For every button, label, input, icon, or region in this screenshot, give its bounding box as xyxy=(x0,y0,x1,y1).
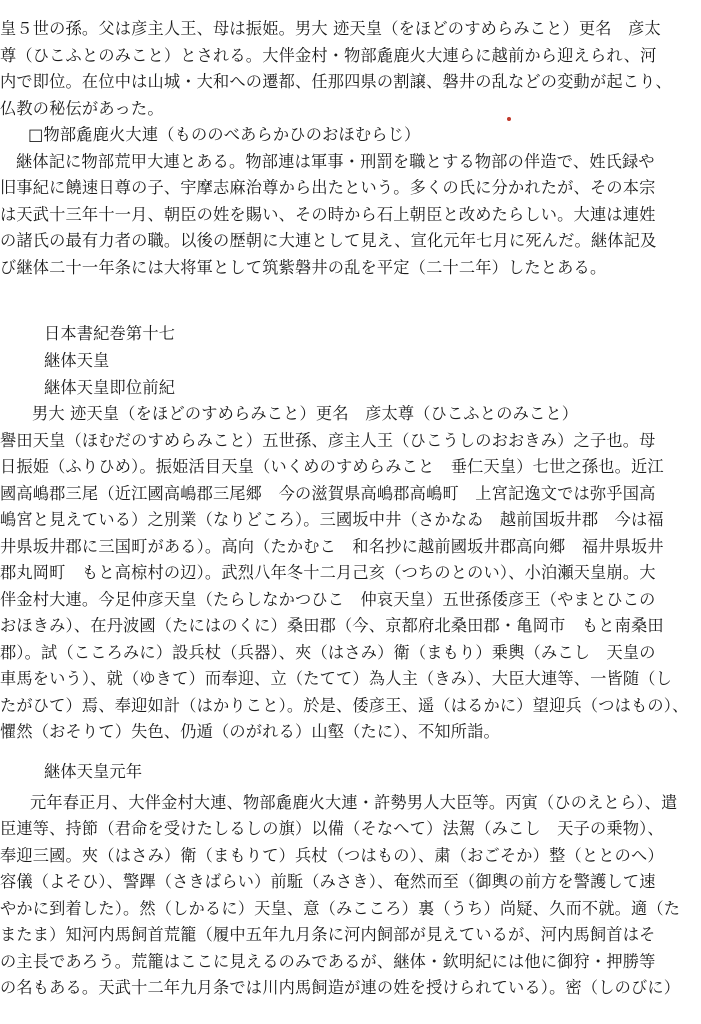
text-line: び継体二十一年条には大将軍として筑紫磐井の乱を平定（二十二年）したとある。 xyxy=(0,258,607,277)
text-line: 郡丸岡町 もと高椋村の辺）。武烈八年冬十二月己亥（つちのとのい）、小泊瀬天皇崩。大 xyxy=(0,563,656,582)
text-line: たがひて）焉、奉迎如計（はかりこと）。於是、倭彦王、遥（はるかに）望迎兵（つはもの）、 xyxy=(0,696,689,715)
text-line: 懼然（おそりて）失色、仍遁（のがれる）山壑（たに）、不知所詣。 xyxy=(0,722,500,741)
chapter-title: 継体天皇即位前紀 xyxy=(44,378,176,397)
text-line: 伴金村大連。今足仲彦天皇（たらしなかつひこ 仲哀天皇）五世孫倭彦王（やまとひこの xyxy=(0,590,656,609)
year-heading: 継体天皇元年 xyxy=(44,762,143,781)
text-line: 内で即位。在位中は山城・大和への遷都、任那四県の割譲、磐井の乱などの変動が起こり、 xyxy=(0,72,672,91)
text-line: 仏教の秘伝があった。 xyxy=(0,99,164,118)
text-line: は天武十三年十一月、朝臣の姓を賜い、その時から石上朝臣と改めたらしい。大連は連姓 xyxy=(0,205,656,224)
text-line: おほきみ）、在丹波國（たにはのくに）桑田郡（今、京都府北桑田郡・亀岡市 もと南桑田 xyxy=(0,616,664,635)
text-line: 元年春正月、大伴金村大連、物部麁鹿火大連・許勢男人大臣等。丙寅（ひのえとら）、遣 xyxy=(30,793,678,812)
text-line: またま）知河内馬飼首荒籠（履中五年九月条に河内飼部が見えているが、河内馬飼首はそ xyxy=(0,925,656,944)
text-line: 容儀（よそひ）、警蹕（さきばらい）前駈（みさき）、奄然而至（御輿の前方を警護して速 xyxy=(0,872,656,891)
book-title: 日本書紀巻第十七 xyxy=(44,324,176,343)
text-line: 井県坂井郡に三国町がある）。高向（たかむこ 和名抄に越前國坂井郡高向郷 福井県坂井 xyxy=(0,537,664,556)
text-line: 臣連等、持節（君命を受けたしるしの旗）以備（そなへて）法駕（みこし 天子の乗物）、 xyxy=(0,819,664,838)
section-heading: □物部麁鹿火大連（もののべあらかひのおほむらじ） xyxy=(28,125,421,144)
text-line: 譽田天皇（ほむだのすめらみこと）五世孫、彦主人王（ひこうしのおおきみ）之子也。母 xyxy=(0,431,656,450)
text-line: 嶋宮と見えている）之別業（なりどころ）。三國坂中井（さかなゐ 越前国坂井郡 今は福 xyxy=(0,510,664,529)
text-line: 國高嶋郡三尾（近江國高嶋郡三尾郷 今の滋賀県高嶋郡高嶋町 上宮記逸文では弥乎国高 xyxy=(0,484,656,503)
text-line: 継体記に物部荒甲大連とある。物部連は軍事・刑罰を職とする物部の伴造で、姓氏録や xyxy=(16,152,655,171)
text-line: 車馬をいう）、就（ゆきて）而奉迎、立（たてて）為人主（きみ）、大臣大連等、一皆随（し xyxy=(0,669,673,688)
text-line: 旧事紀に饒速日尊の子、宇摩志麻治尊から出たという。多くの氏に分かれたが、その本宗 xyxy=(0,178,656,197)
text-line: 奉迎三國。夾（はさみ）衛（まもりて）兵杖（つはもの）、粛（おごそか）整（ととのへ） xyxy=(0,846,664,865)
text-line: の名もある。天武十二年九月条では川内馬飼造が連の姓を授けられている）。密（しのびに） xyxy=(0,978,681,997)
text-line: 男大 迹天皇（をほどのすめらみこと）更名 彦太尊（ひこふとのみこと） xyxy=(32,404,579,423)
text-line: 皇５世の孫。父は彦主人王、母は振姫。男大 迹天皇（をほどのすめらみこと）更名 彦太 xyxy=(0,19,661,38)
text-line: 尊（ひこふとのみこと）とされる。大伴金村・物部麁鹿火大連らに越前から迎えられ、河 xyxy=(0,46,657,65)
text-line: の諸氏の最有力者の職。以後の歴朝に大連として見え、宣化元年七月に死んだ。継体記及 xyxy=(0,231,657,250)
text-line: やかに到着した）。然（しかるに）天皇、意（みこころ）裏（うち）尚疑、久而不就。適（た xyxy=(0,899,681,918)
text-line: の主長であろう。荒籠はここに見えるのみであるが、継体・欽明紀には他に御狩・押勝等 xyxy=(0,952,656,971)
text-line: 日振姫（ふりひめ）。振姫活目天皇（いくめのすめらみこと 垂仁天皇）七世之孫也。近江 xyxy=(0,457,664,476)
text-line: 郡）。試（こころみに）設兵杖（兵器）、夾（はさみ）衛（まもり）乗輿（みこし 天皇の xyxy=(0,643,656,662)
emperor-title: 継体天皇 xyxy=(44,351,110,370)
